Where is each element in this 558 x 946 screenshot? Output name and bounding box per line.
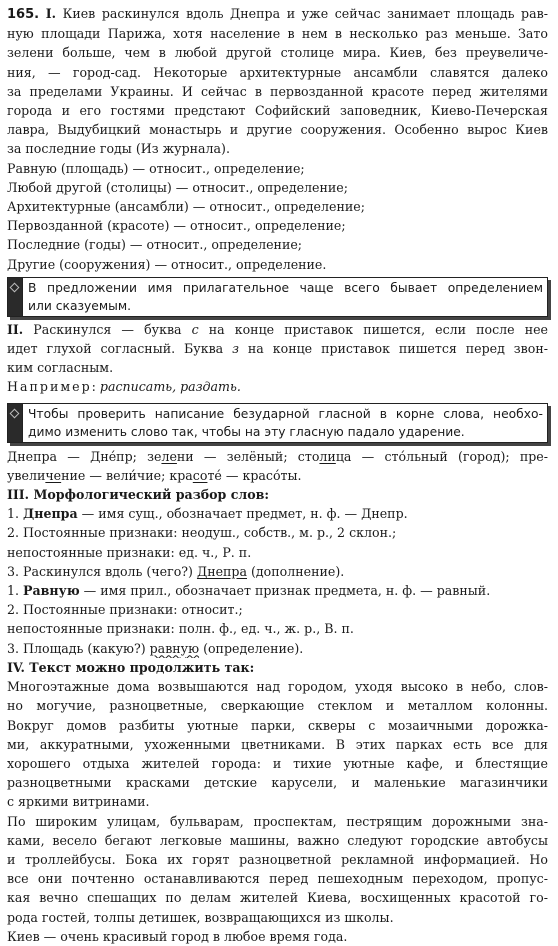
parsed-word: Равную [23, 583, 80, 599]
rule-marker-icon [7, 403, 23, 443]
section-1-line: лавра, Выдубицкий монастырь и другие сооружения. Особенно вырос Киев [7, 122, 548, 138]
section-4-line: разноцветными красками детские карусели, и маленькие магазинчики [7, 775, 548, 791]
text-span: Днепра — Дне́пр; зе [7, 448, 162, 464]
text-span: 1. [7, 506, 24, 522]
parse-line: непостоянные признаки: ед. ч., Р. п. [7, 544, 252, 560]
text-span: Раскинулся — буква [33, 321, 192, 337]
underlined-syllable: че [45, 467, 62, 483]
section-4-line: хорошего отдыха жителей города: и тихие уютные кафе, и блестящие [7, 755, 548, 771]
text-span: ты. [280, 467, 302, 483]
example-line [7, 377, 548, 396]
text-span: увели [7, 467, 46, 483]
text-span: чие; кра [136, 467, 193, 483]
text-span: ный; сто [256, 448, 320, 464]
text-span: идет глухой согласный. Буква [7, 341, 233, 357]
section-4-line: ми, аккуратными, ухоженными цветниками. В этих парках есть все для [7, 736, 548, 752]
section-4-line: и троллейбусы. Бока их горят разноцветной рекламной информацией. Но [7, 851, 548, 867]
section-2-line [7, 320, 548, 339]
text-span: на конце приставок пишется перед звон- [238, 341, 548, 357]
text-span: 3. Раскинулся вдоль (чего?) [7, 563, 197, 579]
text-span: на конце приставок пишется, если после нее [198, 321, 548, 337]
section-4-line: Вокруг домов разбиты уютные парки, скверы с мозаичными дорожка- [7, 717, 548, 733]
rule-line: димо изменить слово так, чтобы на эту гласную падало ударение. [28, 424, 465, 439]
text-span: : [91, 379, 100, 395]
attribute-wavy-underlined: равную [149, 640, 200, 656]
text-span: ни — зелё [176, 448, 257, 464]
rule-line: Чтобы проверить написание безударной гласной в корне слова, необхо- [28, 406, 543, 421]
parse-line: непостоянные признаки: полн. ф., ед. ч., ж. р., В. п. [7, 621, 354, 637]
vowel-check-line [7, 466, 548, 485]
example-words: расписать, раздать. [99, 379, 241, 395]
rule-line: или сказуемым. [28, 298, 132, 313]
text-span: те́ — красо́ [207, 467, 281, 483]
example-label: Например [7, 379, 92, 395]
adjective-analysis-line: Любой другой (столицы) — относит., определение; [7, 179, 348, 195]
section-4-line: все они почтенно останавливаются перед пешеходным переходом, пропус- [7, 871, 548, 887]
text-span: 3. Площадь (какую?) [7, 640, 150, 656]
section-4-heading: IV. Текст можно продолжить так: [7, 659, 255, 675]
rule-box-vowel [7, 403, 548, 443]
underlined-syllable: ли [319, 448, 336, 464]
text-span: (определение). [199, 640, 304, 656]
section-4-line: но могучие, разноцветные, сверкающие стеклом и металлом колонны. [7, 698, 548, 714]
parse-line [7, 504, 548, 523]
section-4-line: ками, весело бегают легковые машины, важно следуют городские автобусы [7, 832, 548, 848]
section-1-line: ния, — город-сад. Некоторые архитектурные ансамбли славятся далеко [7, 64, 548, 80]
rule-marker-icon [7, 277, 23, 317]
section-1-label: I. [45, 6, 56, 21]
section-2-label: II. [7, 321, 24, 337]
text-span: ние — вели́ [61, 467, 137, 483]
section-4-line: рода гостей, толпы детишек, возвращающихся из школы. [7, 909, 394, 925]
parse-line [7, 581, 548, 600]
underlined-syllable: ле [161, 448, 177, 464]
exercise-first-line [7, 4, 548, 24]
adjective-analysis-line: Первозданной (красоте) — относит., определение; [7, 218, 346, 234]
parse-line [7, 562, 548, 581]
section-2-line: ким согласным. [7, 360, 114, 376]
text-span: — имя сущ., обозначает предмет, н. ф. — Днепр. [77, 506, 408, 522]
section-1-line: города и его гостями предстают Софийский заповедник, Киево-Печерская [7, 103, 548, 119]
section-4-line: кая вечно спешащих по делам жителей Киева, восхищенных красотой го- [7, 890, 548, 906]
parse-line: 2. Постоянные признаки: неодуш., собств., м. р., 2 склон.; [7, 525, 397, 541]
section-1-line: Киев раскинулся вдоль Днепра и уже сейчас занимает площадь рав- [62, 6, 548, 21]
text-span: (дополнение). [247, 563, 345, 579]
rule-line: В предложении имя прилагательное чаще всего бывает определением [28, 280, 543, 295]
section-4-line: По широким улицам, бульварам, проспектам, пестрящим дорожными зна- [7, 813, 548, 829]
parsed-word: Днепра [23, 506, 78, 522]
vowel-check-line [7, 447, 548, 466]
object-underlined: Днепра [196, 563, 248, 579]
section-1-line: зелени больше, чем в любой другой столице мира. Киев, без преувеличе- [7, 45, 548, 61]
section-4-text [7, 677, 548, 946]
adjective-analysis-line: Архитектурные (ансамбли) — относит., определение; [7, 199, 365, 215]
parse-line [7, 639, 548, 658]
underlined-syllable: со [192, 467, 208, 483]
section-1-line: за последние годы (Из журнала). [7, 141, 230, 157]
text-span: ца — сто́льный (город); пре- [335, 448, 548, 464]
adjective-analysis-line: Последние (годы) — относит., определение; [7, 237, 303, 253]
section-4-line: Киев — очень красивый город в любое время года. [7, 928, 348, 944]
adjective-analysis-line: Другие (сооружения) — относит., определение. [7, 256, 327, 272]
section-4-line: Многоэтажные дома возвышаются над городом, уходя высоко в небо, слов- [7, 679, 548, 695]
letter-s: с [191, 321, 199, 337]
text-span: — имя прил., обозначает признак предмета, н. ф. — равный. [79, 583, 491, 599]
section-1-line: ную площади Парижа, хотя население в нем в несколько раз меньше. Зато [7, 26, 548, 42]
text-span: 1. [7, 583, 24, 599]
section-1-line: за пределами Украины. И сейчас в первозданной красоте перед жителями [7, 83, 548, 99]
section-2-line [7, 339, 548, 358]
adjective-analysis-line: Равную (площадь) — относит., определение; [7, 160, 305, 176]
letter-z: з [232, 341, 239, 357]
exercise-number: 165. [7, 7, 40, 22]
rule-box-adjective [7, 277, 548, 317]
parse-line: 2. Постоянные признаки: относит.; [7, 602, 243, 618]
section-3-heading: III. Морфологический разбор слов: [7, 487, 270, 503]
section-4-line: с яркими витринами. [7, 794, 150, 810]
